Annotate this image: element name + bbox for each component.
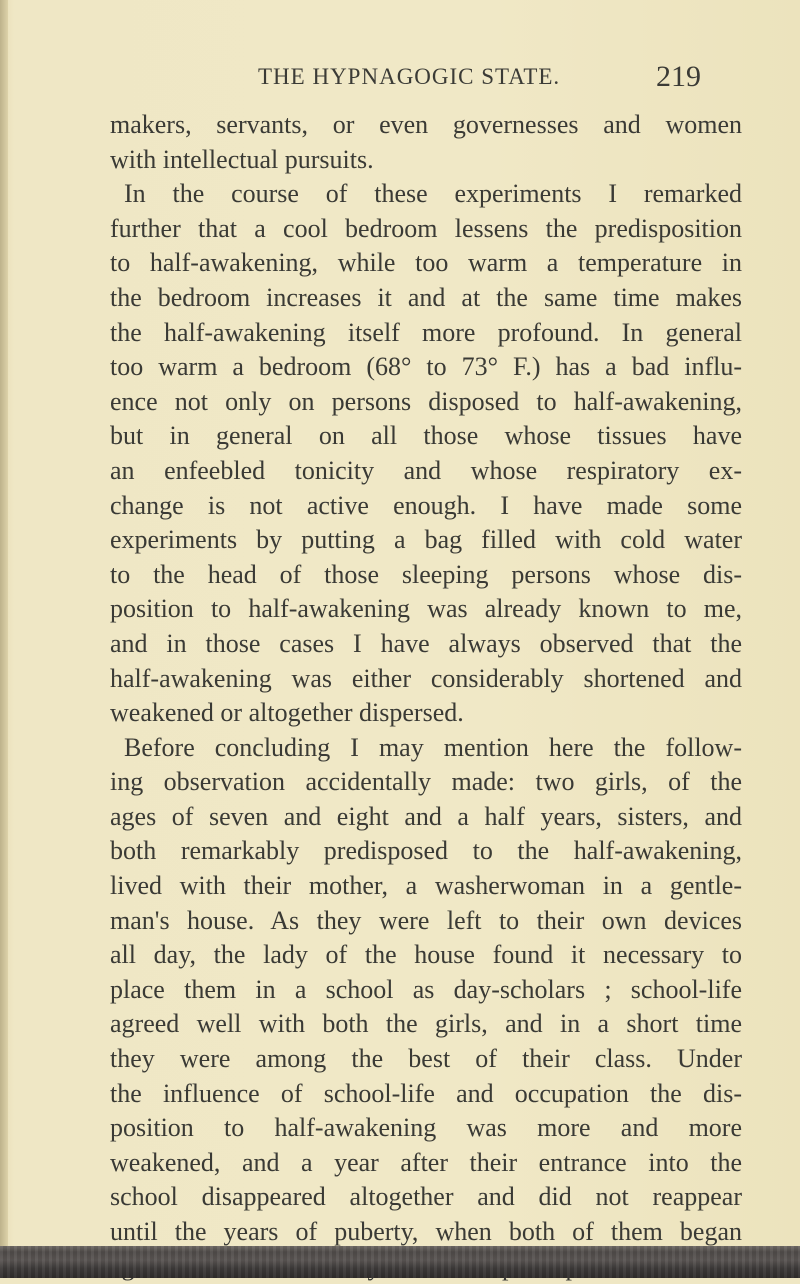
running-title: THE HYPNAGOGIC STATE. bbox=[258, 64, 561, 89]
text-line: the influence of school-life and occupation the dis- bbox=[110, 1078, 742, 1108]
text-line: an enfeebled tonicity and whose respiratory ex- bbox=[110, 455, 742, 485]
text-line: until the years of puberty, when both of them began bbox=[110, 1217, 742, 1246]
page-gutter-edge bbox=[0, 0, 8, 1278]
text-line: ing observation accidentally made: two girls, of the bbox=[110, 767, 742, 797]
page-bottom-edge bbox=[0, 1246, 800, 1278]
text-line: In the course of these experiments I remarked bbox=[124, 179, 742, 209]
text-line: school disappeared altogether and did not reappear bbox=[110, 1182, 742, 1212]
text-line: ence not only on persons disposed to half-awakening, bbox=[110, 386, 742, 416]
text-line: and in those cases I have always observed that the bbox=[110, 628, 742, 658]
text-line: all day, the lady of the house found it necessary to bbox=[110, 940, 742, 970]
text-line: the bedroom increases it and at the same time makes bbox=[110, 282, 742, 312]
text-line: further that a cool bedroom lessens the predisposition bbox=[110, 213, 742, 243]
text-line: weakened or altogether dispersed. bbox=[110, 698, 464, 728]
text-line: position to half-awakening was already known to me, bbox=[110, 594, 742, 624]
running-header bbox=[0, 58, 800, 98]
text-line: man's house. As they were left to their own devices bbox=[110, 905, 742, 935]
text-line: both remarkably predisposed to the half-awakening, bbox=[110, 836, 742, 866]
text-line: lived with their mother, a washerwoman in a gentle- bbox=[110, 871, 742, 901]
body-text bbox=[110, 108, 742, 1284]
text-line: weakened, and a year after their entrance into the bbox=[110, 1147, 742, 1177]
text-line: to half-awakening, while too warm a temperature in bbox=[110, 248, 742, 278]
text-line: experiments by putting a bag filled with cold water bbox=[110, 525, 742, 555]
text-line: ages of seven and eight and a half years, sisters, and bbox=[110, 801, 742, 831]
text-line: place them in a school as day-scholars ; school-life bbox=[110, 974, 742, 1004]
text-line: position to half-awakening was more and more bbox=[110, 1113, 742, 1143]
text-line: too warm a bedroom (68° to 73° F.) has a bad influ- bbox=[110, 352, 742, 382]
text-line: makers, servants, or even governesses and women bbox=[110, 110, 742, 139]
text-line: they were among the best of their class. Under bbox=[110, 1044, 742, 1074]
text-line: the half-awakening itself more profound. In general bbox=[110, 317, 742, 347]
text-line: to the head of those sleeping persons whose dis- bbox=[110, 559, 742, 589]
text-line: change is not active enough. I have made some bbox=[110, 490, 742, 520]
text-line: half-awakening was either considerably shortened and bbox=[110, 663, 742, 693]
text-line: agreed well with both the girls, and in a short time bbox=[110, 1009, 742, 1039]
page-number: 219 bbox=[656, 60, 701, 93]
text-line: with intellectual pursuits. bbox=[110, 144, 374, 174]
text-line: Before concluding I may mention here the follow- bbox=[124, 732, 742, 762]
text-line: but in general on all those whose tissues have bbox=[110, 421, 742, 451]
